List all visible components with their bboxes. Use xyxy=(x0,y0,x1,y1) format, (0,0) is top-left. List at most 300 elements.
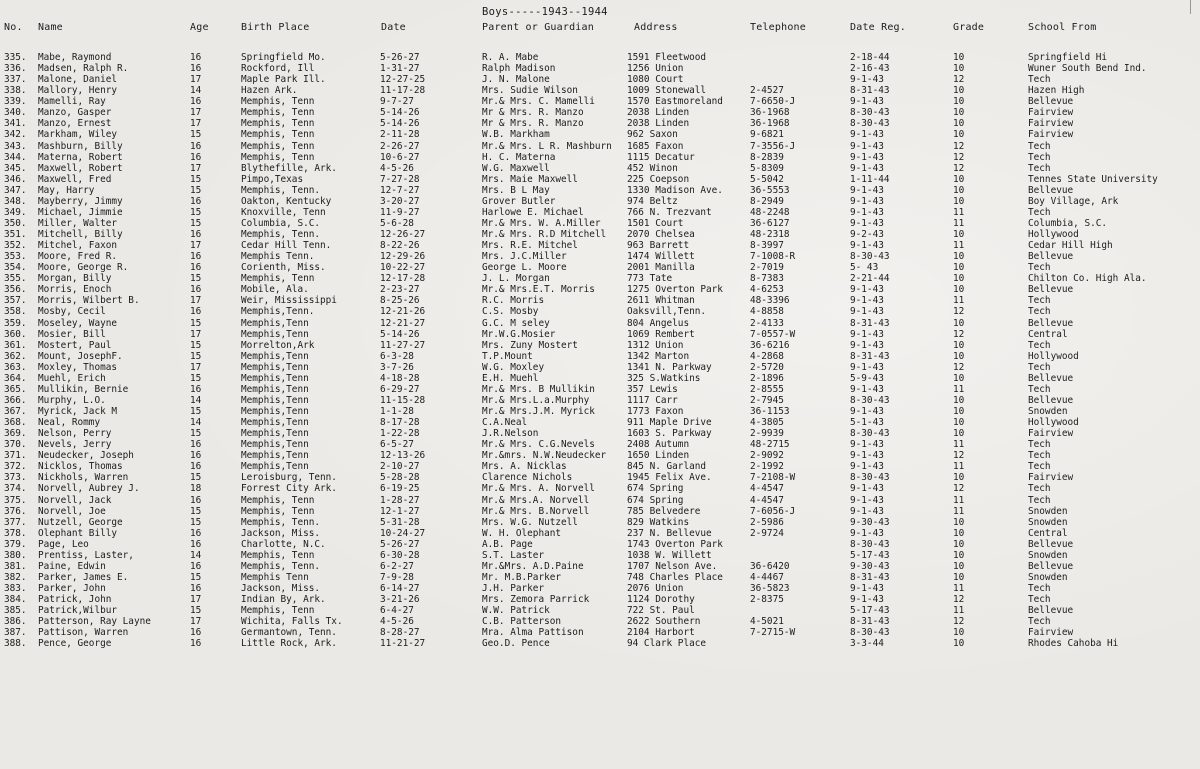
address: 1743 Overton Park xyxy=(627,538,723,550)
telephone: 4-4547 xyxy=(750,494,784,506)
date-registered: 8-30-43 xyxy=(850,627,890,639)
birth-place: Cedar Hill Tenn. xyxy=(241,240,332,252)
table-row xyxy=(0,295,1200,306)
student-age: 15 xyxy=(190,339,202,351)
grade: 10 xyxy=(953,406,965,417)
student-age: 15 xyxy=(190,406,202,417)
student-age: 16 xyxy=(190,583,202,594)
student-age: 15 xyxy=(190,217,202,229)
birth-date: 3-7-26 xyxy=(380,361,414,373)
birth-place: Memphis, Tenn xyxy=(241,273,315,285)
page-edge-mark xyxy=(1190,0,1191,14)
student-age: 18 xyxy=(190,483,202,495)
birth-date: 7-27-28 xyxy=(380,173,420,185)
address: 1603 S. Parkway xyxy=(627,428,712,440)
table-row xyxy=(0,506,1200,517)
birth-place: Memphis,Tenn xyxy=(241,450,309,462)
parent-guardian: Mr.W.G.Mosier xyxy=(482,328,556,340)
student-name: Myrick, Jack M xyxy=(38,406,118,417)
header-no: No. xyxy=(4,22,23,33)
telephone: 48-2715 xyxy=(750,439,790,451)
birth-place: Indian By, Ark. xyxy=(241,594,326,606)
parent-guardian: Mrs. R.E. Mitchel xyxy=(482,240,578,252)
birth-date: 6-30-28 xyxy=(380,549,420,561)
parent-guardian: Mr.& Mrs. L R. Mashburn xyxy=(482,140,612,152)
student-name: Nevels, Jerry xyxy=(38,439,112,451)
grade: 11 xyxy=(953,461,965,473)
table-row xyxy=(0,185,1200,196)
row-number: 341. xyxy=(4,118,27,130)
row-number: 362. xyxy=(4,350,27,362)
birth-date: 5-6-28 xyxy=(380,217,414,229)
grade: 11 xyxy=(953,505,965,517)
column-headers xyxy=(0,20,1200,44)
student-name: Materna, Robert xyxy=(38,151,123,163)
table-row xyxy=(0,605,1200,616)
date-registered: 3-3-44 xyxy=(850,638,884,650)
school-from: Snowden xyxy=(1028,505,1068,517)
date-registered: 5-9-43 xyxy=(850,372,884,384)
student-age: 17 xyxy=(190,118,202,130)
date-registered: 9-1-43 xyxy=(850,439,884,451)
student-age: 15 xyxy=(190,505,202,517)
row-number: 339. xyxy=(4,96,27,108)
telephone: 7-1008-R xyxy=(750,251,796,263)
student-name: Mount, JosephF. xyxy=(38,350,123,362)
student-name: Page, Leo xyxy=(38,538,89,550)
date-registered: 9-30-43 xyxy=(850,516,890,528)
date-registered: 9-1-43 xyxy=(850,505,884,517)
parent-guardian: Mrs. W.G. Nutzell xyxy=(482,516,578,528)
address: 1650 Linden xyxy=(627,450,690,462)
address: 773 Tate xyxy=(627,273,673,285)
row-number: 360. xyxy=(4,328,27,340)
telephone: 2-8555 xyxy=(750,383,784,395)
date-registered: 8-30-43 xyxy=(850,538,890,550)
birth-date: 12-26-27 xyxy=(380,229,426,240)
birth-place: Jackson, Miss. xyxy=(241,527,321,539)
parent-guardian: Ralph Madison xyxy=(482,63,556,75)
school-from: Hollywood xyxy=(1028,350,1079,362)
birth-place: Forrest City Ark. xyxy=(241,483,337,495)
date-registered: 9-1-43 xyxy=(850,583,884,594)
telephone: 8-3997 xyxy=(750,240,784,252)
school-from: Tech xyxy=(1028,339,1051,351)
date-registered: 2-21-44 xyxy=(850,273,890,285)
grade: 10 xyxy=(953,262,965,274)
address: 1256 Union xyxy=(627,63,684,75)
birth-date: 10-6-27 xyxy=(380,151,420,163)
row-number: 363. xyxy=(4,361,27,373)
date-registered: 9-1-43 xyxy=(850,494,884,506)
date-registered: 9-1-43 xyxy=(850,361,884,373)
header-name: Name xyxy=(38,22,63,33)
grade: 12 xyxy=(953,74,965,86)
address: 1080 Court xyxy=(627,74,684,86)
parent-guardian: George L. Moore xyxy=(482,262,567,274)
birth-place: Memphis,Tenn xyxy=(241,317,309,329)
birth-place: Memphis,Tenn xyxy=(241,350,309,362)
student-name: May, Harry xyxy=(38,184,95,196)
school-from: Bellevue xyxy=(1028,96,1074,108)
row-number: 373. xyxy=(4,472,27,484)
birth-date: 5-26-27 xyxy=(380,538,420,550)
grade: 11 xyxy=(953,494,965,506)
table-row xyxy=(0,74,1200,85)
grade: 10 xyxy=(953,472,965,484)
date-registered: 9-1-43 xyxy=(850,217,884,229)
birth-date: 7-9-28 xyxy=(380,571,414,583)
header-school: School From xyxy=(1028,22,1097,33)
date-registered: 9-1-43 xyxy=(850,295,884,307)
grade: 10 xyxy=(953,195,965,207)
school-from: Snowden xyxy=(1028,516,1068,528)
table-row xyxy=(0,439,1200,450)
parent-guardian: Mrs. Maie Maxwell xyxy=(482,173,578,185)
row-number: 361. xyxy=(4,339,27,351)
address: 674 Spring xyxy=(627,494,684,506)
address: 963 Barrett xyxy=(627,240,690,252)
school-from: Tech xyxy=(1028,162,1051,174)
table-row xyxy=(0,428,1200,439)
student-age: 16 xyxy=(190,383,202,395)
birth-date: 12-27-25 xyxy=(380,74,426,86)
parent-guardian: Mr.& Mrs. C.G.Nevels xyxy=(482,439,595,451)
student-age: 17 xyxy=(190,594,202,606)
birth-date: 6-29-27 xyxy=(380,383,420,395)
grade: 10 xyxy=(953,273,965,285)
row-number: 338. xyxy=(4,85,27,97)
student-age: 17 xyxy=(190,328,202,340)
table-row xyxy=(0,262,1200,273)
grade: 10 xyxy=(953,538,965,550)
student-name: Nicklos, Thomas xyxy=(38,461,123,473)
telephone: 2-9724 xyxy=(750,527,784,539)
student-age: 17 xyxy=(190,107,202,119)
header-address: Address xyxy=(634,22,678,33)
grade: 10 xyxy=(953,96,965,108)
address: 829 Watkins xyxy=(627,516,690,528)
student-name: Mitchel, Faxon xyxy=(38,240,118,252)
school-from: Fairview xyxy=(1028,129,1074,141)
parent-guardian: R. A. Mabe xyxy=(482,52,539,63)
telephone: 2-8375 xyxy=(750,594,784,606)
parent-guardian: Mrs. Zemora Parrick xyxy=(482,594,590,606)
student-name: Neudecker, Joseph xyxy=(38,450,134,462)
page-title: Boys-----1943--1944 xyxy=(482,6,608,18)
table-row xyxy=(0,495,1200,506)
date-registered: 5- 43 xyxy=(850,262,879,274)
row-number: 335. xyxy=(4,52,27,63)
grade: 10 xyxy=(953,284,965,296)
row-number: 382. xyxy=(4,571,27,583)
student-name: Mamelli, Ray xyxy=(38,96,106,108)
student-name: Mostert, Paul xyxy=(38,339,112,351)
student-name: Prentiss, Laster, xyxy=(38,549,134,561)
birth-date: 12-21-27 xyxy=(380,317,426,329)
student-name: Mitchell, Billy xyxy=(38,229,123,240)
school-from: Bellevue xyxy=(1028,184,1074,196)
table-row xyxy=(0,638,1200,649)
row-number: 376. xyxy=(4,505,27,517)
birth-place: Morrelton,Ark xyxy=(241,339,315,351)
parent-guardian: Mr.& Mrs.L.a.Murphy xyxy=(482,394,590,406)
table-row xyxy=(0,340,1200,351)
birth-place: Memphis,Tenn xyxy=(241,428,309,440)
parent-guardian: J.R.Nelson xyxy=(482,428,539,440)
date-registered: 2-18-44 xyxy=(850,52,890,63)
table-row xyxy=(0,517,1200,528)
header-parent: Parent or Guardian xyxy=(482,22,594,33)
parent-guardian: Mra. Alma Pattison xyxy=(482,627,584,639)
birth-date: 2-11-28 xyxy=(380,129,420,141)
student-name: Maxwell, Robert xyxy=(38,162,123,174)
parent-guardian: Mr.& Mrs. B Mullikin xyxy=(482,383,595,395)
row-number: 383. xyxy=(4,583,27,594)
table-row xyxy=(0,406,1200,417)
row-number: 348. xyxy=(4,195,27,207)
row-number: 356. xyxy=(4,284,27,296)
telephone: 48-2248 xyxy=(750,206,790,218)
header-date-reg: Date Reg. xyxy=(850,22,906,33)
parent-guardian: W. H. Olephant xyxy=(482,527,562,539)
date-registered: 9-1-43 xyxy=(850,129,884,141)
table-row xyxy=(0,329,1200,340)
address: 722 St. Paul xyxy=(627,605,695,617)
address: 2611 Whitman xyxy=(627,295,695,307)
date-registered: 2-16-43 xyxy=(850,63,890,75)
date-registered: 9-1-43 xyxy=(850,96,884,108)
grade: 10 xyxy=(953,339,965,351)
telephone: 7-2108-W xyxy=(750,472,796,484)
telephone: 48-3396 xyxy=(750,295,790,307)
birth-date: 5-14-26 xyxy=(380,328,420,340)
grade: 11 xyxy=(953,295,965,307)
parent-guardian: Mrs. B L May xyxy=(482,184,550,196)
address: 2038 Linden xyxy=(627,118,690,130)
birth-date: 11-17-28 xyxy=(380,85,426,97)
telephone: 5-8309 xyxy=(750,162,784,174)
row-number: 364. xyxy=(4,372,27,384)
grade: 10 xyxy=(953,229,965,240)
telephone: 2-9092 xyxy=(750,450,784,462)
parent-guardian: E.H. Muehl xyxy=(482,372,539,384)
student-name: Mabe, Raymond xyxy=(38,52,112,63)
birth-date: 1-31-27 xyxy=(380,63,420,75)
school-from: Snowden xyxy=(1028,571,1068,583)
birth-date: 2-23-27 xyxy=(380,284,420,296)
birth-date: 9-7-27 xyxy=(380,96,414,108)
birth-place: Memphis, Tenn xyxy=(241,505,315,517)
school-from: Boy Village, Ark xyxy=(1028,195,1119,207)
student-age: 16 xyxy=(190,560,202,572)
birth-place: Corienth, Miss. xyxy=(241,262,326,274)
grade: 10 xyxy=(953,107,965,119)
school-from: Tennes State University xyxy=(1028,173,1158,185)
telephone: 5-5042 xyxy=(750,173,784,185)
birth-date: 2-10-27 xyxy=(380,461,420,473)
date-registered: 8-31-43 xyxy=(850,350,890,362)
student-name: Pattison, Warren xyxy=(38,627,129,639)
student-age: 17 xyxy=(190,74,202,86)
parent-guardian: Mr & Mrs. R. Manzo xyxy=(482,118,584,130)
date-registered: 9-1-43 xyxy=(850,594,884,606)
address: 2076 Union xyxy=(627,583,684,594)
telephone: 4-4547 xyxy=(750,483,784,495)
grade: 10 xyxy=(953,317,965,329)
grade: 12 xyxy=(953,361,965,373)
school-from: Rhodes Cahoba Hi xyxy=(1028,638,1119,650)
table-row xyxy=(0,218,1200,229)
parent-guardian: W.G. Moxley xyxy=(482,361,545,373)
school-from: Hazen High xyxy=(1028,85,1085,97)
telephone: 36-6127 xyxy=(750,217,790,229)
student-name: Mayberry, Jimmy xyxy=(38,195,123,207)
address: 1591 Fleetwood xyxy=(627,52,707,63)
birth-place: Memphis,Tenn. xyxy=(241,306,315,318)
table-row xyxy=(0,528,1200,539)
telephone: 7-6650-J xyxy=(750,96,796,108)
address: 325 S.Watkins xyxy=(627,372,701,384)
address: 1685 Faxon xyxy=(627,140,684,152)
date-registered: 8-30-43 xyxy=(850,251,890,263)
student-age: 15 xyxy=(190,184,202,196)
telephone: 4-6253 xyxy=(750,284,784,296)
grade: 10 xyxy=(953,372,965,384)
birth-date: 2-26-27 xyxy=(380,140,420,152)
student-age: 14 xyxy=(190,417,202,429)
address: 237 N. Bellevue xyxy=(627,527,712,539)
header-grade: Grade xyxy=(953,22,985,33)
table-row xyxy=(0,306,1200,317)
student-age: 16 xyxy=(190,627,202,639)
student-name: Neal, Rommy xyxy=(38,417,101,429)
parent-guardian: Mrs. Sudie Wilson xyxy=(482,85,578,97)
birth-place: Memphis, Tenn. xyxy=(241,184,321,196)
parent-guardian: Mr.& Mrs.A. Norvell xyxy=(482,494,590,506)
birth-place: Memphis, Tenn xyxy=(241,605,315,617)
address: 225 Coepson xyxy=(627,173,690,185)
birth-date: 10-22-27 xyxy=(380,262,426,274)
telephone: 2-4527 xyxy=(750,85,784,97)
student-age: 15 xyxy=(190,428,202,440)
birth-date: 12-21-26 xyxy=(380,306,426,318)
table-row xyxy=(0,616,1200,627)
student-name: Patterson, Ray Layne xyxy=(38,616,151,628)
header-birth: Birth Place xyxy=(241,22,310,33)
student-age: 16 xyxy=(190,638,202,650)
school-from: Central xyxy=(1028,527,1068,539)
row-number: 353. xyxy=(4,251,27,263)
student-age: 16 xyxy=(190,306,202,318)
telephone: 36-1153 xyxy=(750,406,790,417)
table-row xyxy=(0,163,1200,174)
school-from: Tech xyxy=(1028,140,1051,152)
date-registered: 9-1-43 xyxy=(850,162,884,174)
student-name: Moseley, Wayne xyxy=(38,317,118,329)
student-name: Norvell, Joe xyxy=(38,505,106,517)
address: 2001 Manilla xyxy=(627,262,695,274)
row-number: 371. xyxy=(4,450,27,462)
telephone: 4-8858 xyxy=(750,306,784,318)
student-name: Mullikin, Bernie xyxy=(38,383,129,395)
grade: 11 xyxy=(953,206,965,218)
row-number: 384. xyxy=(4,594,27,606)
parent-guardian: R.C. Morris xyxy=(482,295,545,307)
grade: 12 xyxy=(953,151,965,163)
table-row xyxy=(0,450,1200,461)
telephone: 8-7383 xyxy=(750,273,784,285)
address: 1773 Faxon xyxy=(627,406,684,417)
student-name: Madsen, Ralph R. xyxy=(38,63,129,75)
telephone: 8-2949 xyxy=(750,195,784,207)
telephone: 4-4467 xyxy=(750,571,784,583)
date-registered: 9-1-43 xyxy=(850,74,884,86)
table-row xyxy=(0,461,1200,472)
grade: 12 xyxy=(953,450,965,462)
telephone: 7-6056-J xyxy=(750,505,796,517)
school-from: Hollywood xyxy=(1028,417,1079,429)
telephone: 9-6821 xyxy=(750,129,784,141)
grade: 11 xyxy=(953,217,965,229)
birth-date: 8-25-26 xyxy=(380,295,420,307)
student-age: 16 xyxy=(190,461,202,473)
table-row xyxy=(0,240,1200,251)
school-from: Tech xyxy=(1028,206,1051,218)
table-row xyxy=(0,273,1200,284)
birth-place: Weir, Mississippi xyxy=(241,295,337,307)
school-from: Fairview xyxy=(1028,428,1074,440)
parent-guardian: Mr.& Mrs. W. A.Miller xyxy=(482,217,601,229)
row-number: 352. xyxy=(4,240,27,252)
student-name: Mosby, Cecil xyxy=(38,306,106,318)
address: 94 Clark Place xyxy=(627,638,707,650)
telephone: 7-3556-J xyxy=(750,140,796,152)
birth-date: 4-5-26 xyxy=(380,162,414,174)
student-name: Moore, George R. xyxy=(38,262,129,274)
row-number: 355. xyxy=(4,273,27,285)
school-from: Tech xyxy=(1028,616,1051,628)
address: 2104 Harbort xyxy=(627,627,695,639)
school-from: Bellevue xyxy=(1028,560,1074,572)
student-name: Morris, Wilbert B. xyxy=(38,295,140,307)
student-age: 17 xyxy=(190,162,202,174)
student-age: 16 xyxy=(190,52,202,63)
birth-date: 5-14-26 xyxy=(380,118,420,130)
school-from: Tech xyxy=(1028,461,1051,473)
address: 1501 Court xyxy=(627,217,684,229)
grade: 10 xyxy=(953,394,965,406)
row-number: 372. xyxy=(4,461,27,473)
table-row xyxy=(0,118,1200,129)
student-age: 15 xyxy=(190,350,202,362)
parent-guardian: Grover Butler xyxy=(482,195,556,207)
date-registered: 5-1-43 xyxy=(850,417,884,429)
parent-guardian: Mr. M.B.Parker xyxy=(482,571,562,583)
row-number: 368. xyxy=(4,417,27,429)
date-registered: 9-1-43 xyxy=(850,206,884,218)
parent-guardian: T.P.Mount xyxy=(482,350,533,362)
date-registered: 1-11-44 xyxy=(850,173,890,185)
table-row xyxy=(0,561,1200,572)
header-telephone: Telephone xyxy=(750,22,806,33)
student-table xyxy=(0,52,1200,649)
school-from: Bellevue xyxy=(1028,284,1074,296)
grade: 10 xyxy=(953,638,965,650)
telephone: 2-1992 xyxy=(750,461,784,473)
address: 1474 Willett xyxy=(627,251,695,263)
birth-date: 8-28-27 xyxy=(380,627,420,639)
